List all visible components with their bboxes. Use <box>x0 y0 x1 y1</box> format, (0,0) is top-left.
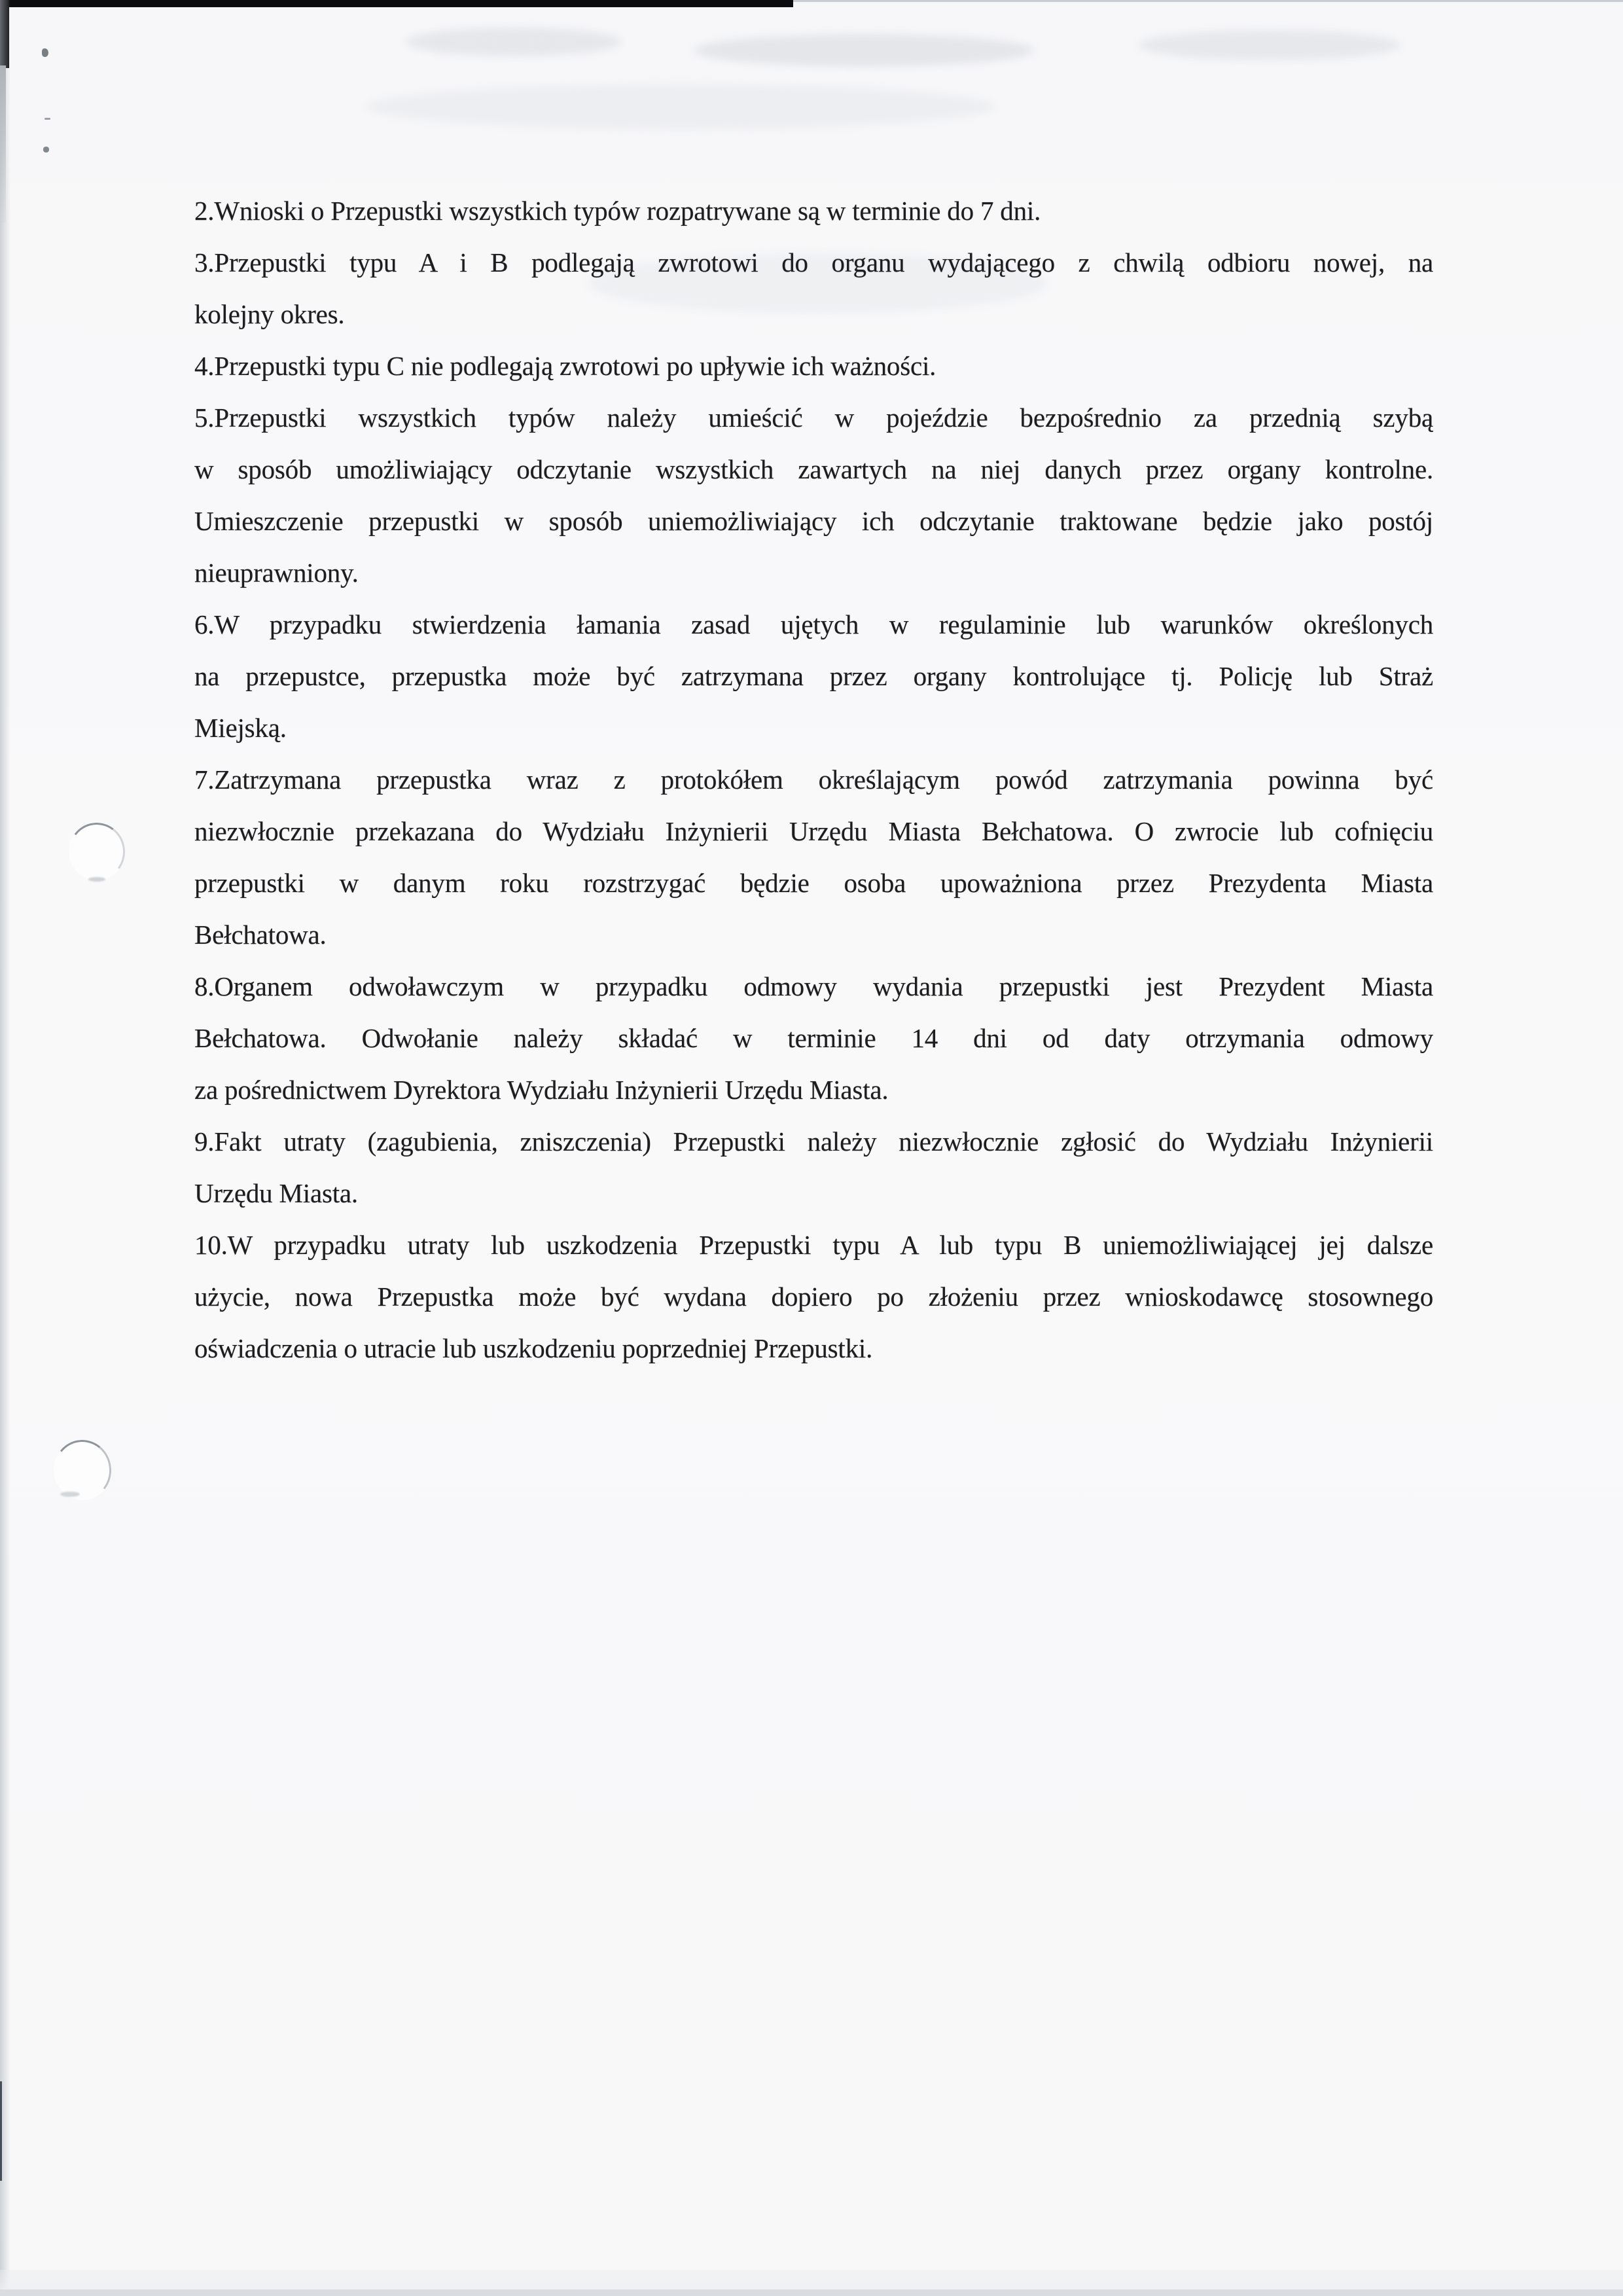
text-line: za pośrednictwem Dyrektora Wydziału Inżynierii Urzędu Miasta. <box>194 1075 889 1105</box>
text-block <box>194 185 1433 1374</box>
text-line: 10.W przypadku utraty lub uszkodzenia Przepustki typu A lub typu B uniemożliwiającej jej dalsze <box>194 1230 1433 1260</box>
text-line: nieuprawniony. <box>194 558 359 588</box>
text-line: 6.W przypadku stwierdzenia łamania zasad ujętych w regulaminie lub warunków określonych <box>194 609 1433 639</box>
text-line: 2.Wnioski o Przepustki wszystkich typów rozpatrywane są w terminie do 7 dni. <box>194 196 1041 226</box>
scan-artifact-bottom-strip <box>0 2289 1623 2296</box>
text-line: kolejny okres. <box>194 299 345 329</box>
punch-hole-shadow <box>60 1492 80 1497</box>
text-line: Bełchatowa. Odwołanie należy składać w terminie 14 dni od daty otrzymania odmowy <box>194 1023 1433 1053</box>
punch-hole-mark <box>65 819 128 884</box>
scan-artifact-smudge <box>1139 30 1400 60</box>
scan-artifact-smudge <box>366 84 995 130</box>
text-line: przepustki w danym roku rozstrzygać będzie osoba upoważniona przez Prezydenta Miasta <box>194 868 1433 898</box>
scan-artifact-top-black-bar <box>0 0 793 7</box>
text-line: na przepustce, przepustka może być zatrzymana przez organy kontrolujące tj. Policję lub Straż <box>194 661 1433 691</box>
scan-artifact-smudge <box>694 34 1034 67</box>
text-line: Bełchatowa. <box>194 920 327 950</box>
text-line: 4.Przepustki typu C nie podlegają zwrotowi po upływie ich ważności. <box>194 351 936 381</box>
text-line: 5.Przepustki wszystkich typów należy umieścić w pojeździe bezpośrednio za przednią szybą <box>194 403 1433 433</box>
text-line: Umieszczenie przepustki w sposób uniemożliwiający ich odczytanie traktowane będzie jako postój <box>194 506 1433 536</box>
scan-artifact-speck <box>45 118 50 120</box>
punch-hole-shadow <box>88 877 105 882</box>
text-line: 9.Fakt utraty (zagubienia, zniszczenia) Przepustki należy niezwłocznie zgłosić do Wydziału Inżynierii <box>194 1126 1433 1157</box>
text-line: niezwłocznie przekazana do Wydziału Inżynierii Urzędu Miasta Bełchatowa. O zwrocie lub cofnięciu <box>194 816 1433 846</box>
scan-artifact-speck <box>43 147 49 152</box>
text-line: 3.Przepustki typu A i B podlegają zwrotowi do organu wydającego z chwilą odbioru nowej, na <box>194 247 1433 278</box>
scan-artifact-speck <box>42 48 48 57</box>
text-line: 7.Zatrzymana przepustka wraz z protokółem określającym powód zatrzymania powinna być <box>194 764 1433 795</box>
text-line: Miejską. <box>194 713 287 743</box>
text-line: Urzędu Miasta. <box>194 1178 358 1208</box>
scan-artifact-left-edge-dark-segment <box>0 65 6 223</box>
text-line: użycie, nowa Przepustka może być wydana dopiero po złożeniu przez wnioskodawcę stosownego <box>194 1282 1433 1312</box>
text-line: 8.Organem odwoławczym w przypadku odmowy wydania przepustki jest Prezydent Miasta <box>194 971 1433 1001</box>
text-line: oświadczenia o utracie lub uszkodzeniu poprzedniej Przepustki. <box>194 1333 873 1363</box>
scan-artifact-smudge <box>406 27 622 56</box>
scan-artifact-left-edge-bottom-line <box>0 2081 2 2181</box>
scan-artifact-left-edge-strip <box>0 0 10 2296</box>
text-line: w sposób umożliwiający odczytanie wszystkich zawartych na niej danych przez organy kontrolne. <box>194 454 1433 484</box>
